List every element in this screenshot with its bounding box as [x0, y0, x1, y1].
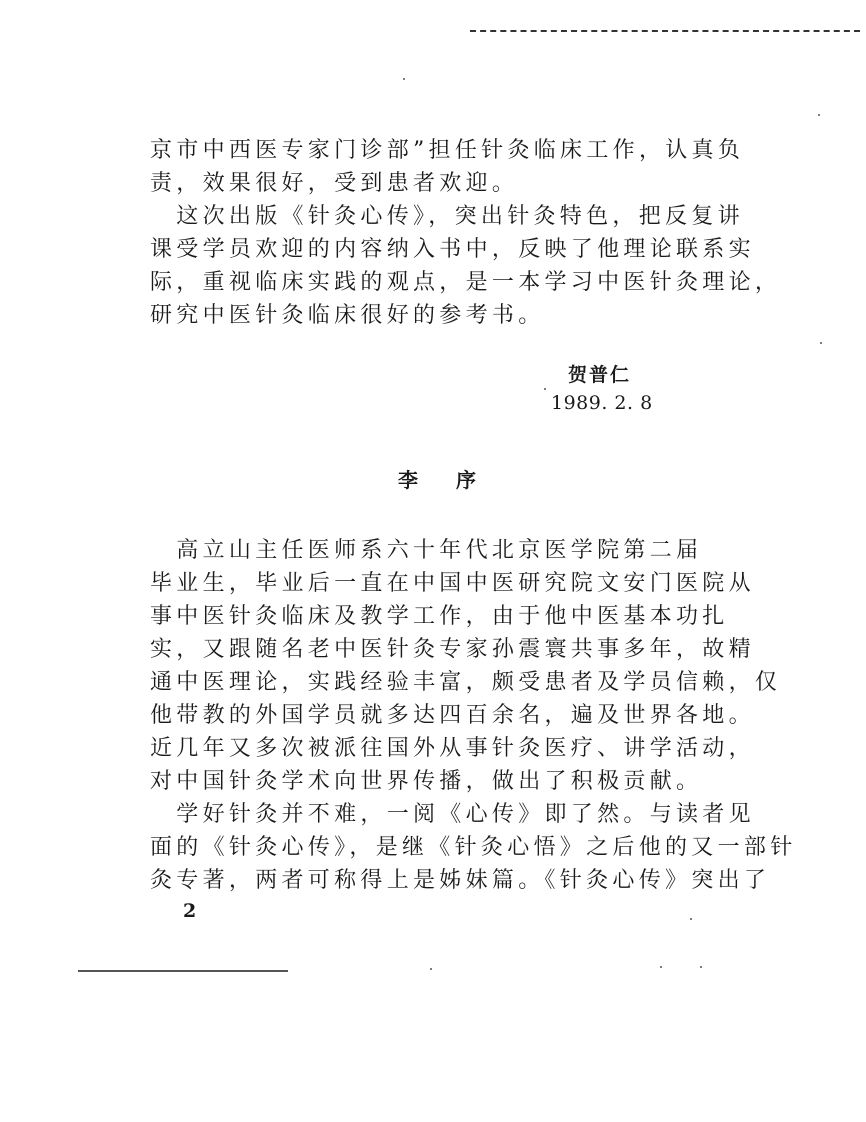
text-line: 毕业生，毕业后一直在中国中医研究院文安门医院从	[150, 571, 755, 596]
text-line: 学好针灸并不难，一阅《心传》即了然。与读者见	[150, 802, 755, 827]
section-heading: 李序	[398, 468, 514, 492]
text-line: 课受学员欢迎的内容纳入书中，反映了他理论联系实	[150, 237, 755, 262]
text-line: 研究中医针灸临床很好的参考书。	[150, 303, 545, 328]
scan-speck	[403, 78, 405, 80]
text-line: 近几年又多次被派往国外从事针灸医疗、讲学活动，	[150, 736, 755, 761]
text-line: 他带教的外国学员就多达四百余名，遍及世界各地。	[150, 703, 755, 728]
text-line: 事中医针灸临床及教学工作，由于他中医基本功扎	[150, 604, 729, 629]
text-line: 通中医理论，实践经验丰富，颇受患者及学员信赖，仅	[150, 670, 782, 695]
text-line: 高立山主任医师系六十年代北京医学院第二届	[150, 538, 703, 563]
signature-date: 1989. 2. 8	[551, 392, 653, 414]
scan-speck	[818, 114, 820, 116]
scan-speck	[660, 966, 662, 968]
scan-speck	[430, 968, 432, 970]
top-dashed-rule	[470, 30, 860, 32]
text-line: 责，效果很好，受到患者欢迎。	[150, 171, 519, 196]
scan-speck	[690, 918, 692, 920]
text-line: 际，重视临床实践的观点，是一本学习中医针灸理论，	[150, 270, 782, 295]
text-line: 灸专著，两者可称得上是姊妹篇。《针灸心传》突出了	[150, 868, 771, 893]
bottom-rule	[78, 970, 288, 972]
text-line: 对中国针灸学术向世界传播，做出了积极贡献。	[150, 769, 703, 794]
text-line: 实，又跟随名老中医针灸专家孙震寰共事多年，故精	[150, 637, 755, 662]
text-line: 这次出版《针灸心传》，突出针灸特色，把反复讲	[150, 204, 744, 229]
text-line: 京市中西医专家门诊部”担任针灸临床工作，认真负	[150, 138, 745, 163]
text-line: 面的《针灸心传》，是继《针灸心悟》之后他的又一部针	[150, 835, 797, 860]
scan-speck	[544, 388, 546, 390]
scan-speck	[820, 342, 822, 344]
scan-speck	[700, 966, 702, 968]
signature-name: 贺普仁	[568, 364, 632, 386]
page-number: 2	[183, 900, 197, 922]
